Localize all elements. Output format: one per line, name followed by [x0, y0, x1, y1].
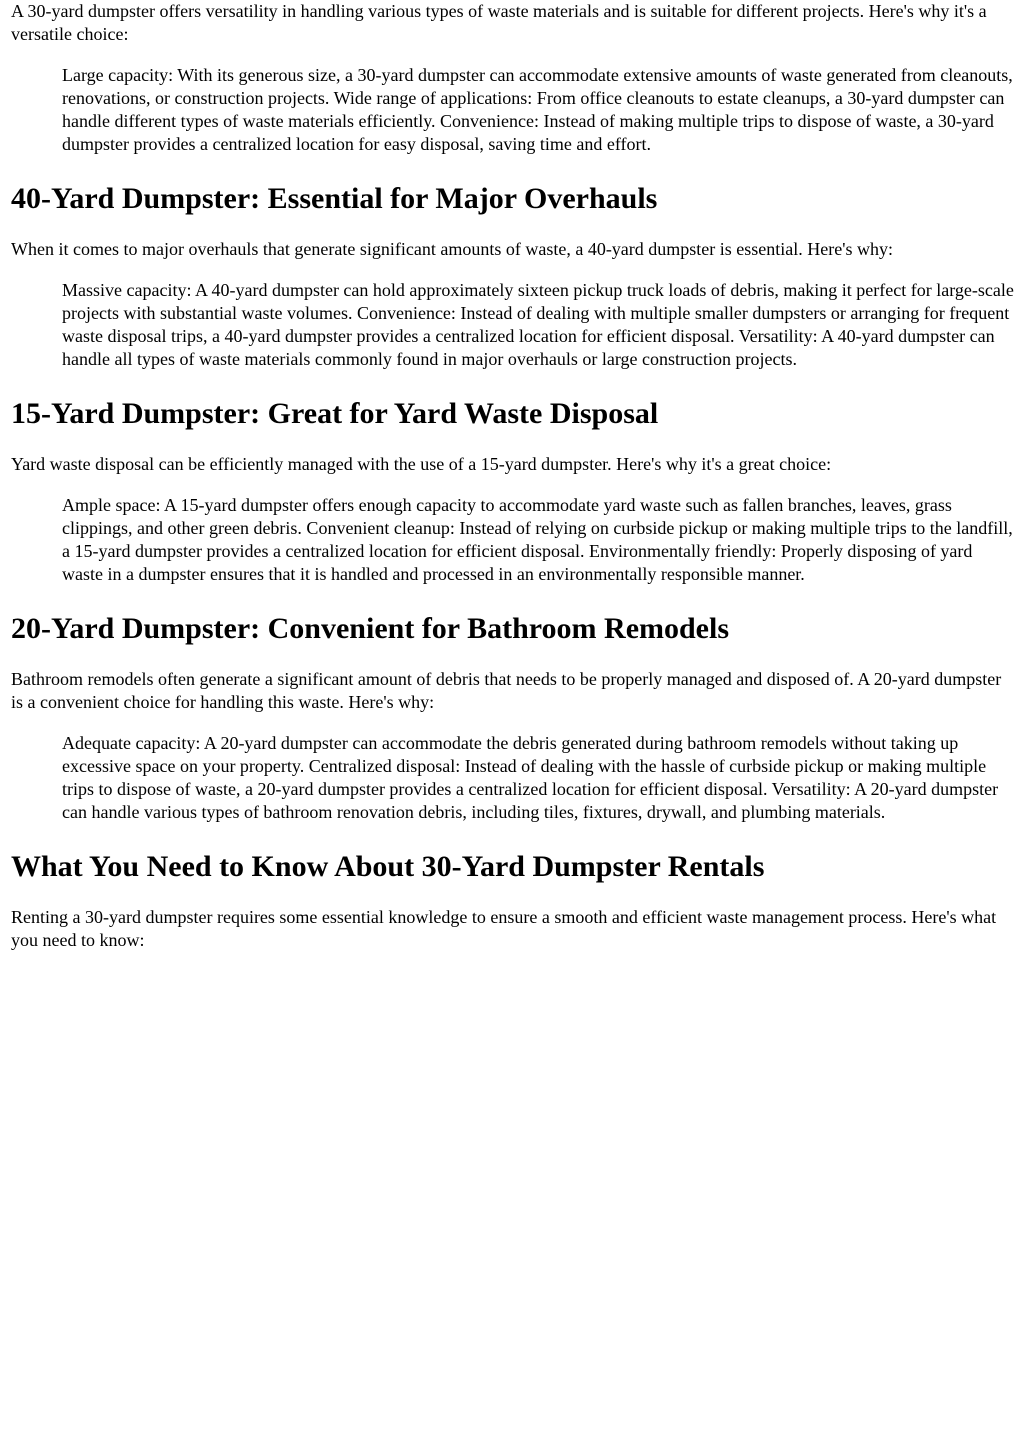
blockquote-15-yard: Ample space: A 15-yard dumpster offers enough capacity to accommodate yard waste such as fallen branches, leaves, grass clippings, and other green debris. Convenient cleanup: Instead of relying on curbside pickup or making multiple trips to the landfill, a 15-yard dumpster provides a centralized location for efficient disposal. Environmentally friendly: Properly disposing of yard waste in a dumpster ensures that it is handled and processed in an environmentally responsible manner. [62, 495, 1013, 584]
heading-40-yard: 40-Yard Dumpster: Essential for Major Overhauls [11, 182, 658, 215]
heading-30-yard-rentals: What You Need to Know About 30-Yard Dumpster Rentals [11, 850, 765, 883]
paragraph-30-yard-rentals: Renting a 30-yard dumpster requires some essential knowledge to ensure a smooth and efficient waste management process. Here's what you need to know: [11, 907, 997, 950]
heading-20-yard: 20-Yard Dumpster: Convenient for Bathroom Remodels [11, 612, 730, 645]
intro-paragraph: A 30-yard dumpster offers versatility in handling various types of waste materials and is suitable for different projects. Here's why it's a versatile choice: [11, 1, 987, 44]
paragraph-20-yard: Bathroom remodels often generate a significant amount of debris that needs to be properly managed and disposed of. A 20-yard dumpster is a convenient choice for handling this waste. Here's why: [11, 669, 1002, 712]
blockquote-20-yard: Adequate capacity: A 20-yard dumpster can accommodate the debris generated during bathroom remodels without taking up excessive space on your property. Centralized disposal: Instead of dealing with the hassle of curbside pickup or making multiple trips to dispose of waste, a 20-yard dumpster provides a centralized location for efficient disposal. Versatility: A 20-yard dumpster can handle various types of bathroom renovation debris, including tiles, fixtures, drywall, and plumbing materials. [62, 733, 999, 822]
paragraph-15-yard: Yard waste disposal can be efficiently managed with the use of a 15-yard dumpster. Here's why it's a great choice: [11, 454, 832, 474]
paragraph-40-yard: When it comes to major overhauls that generate significant amounts of waste, a 40-yard dumpster is essential. Here's why: [11, 239, 893, 259]
blockquote-40-yard: Massive capacity: A 40-yard dumpster can hold approximately sixteen pickup truck loads of debris, making it perfect for large-scale projects with substantial waste volumes. Convenience: Instead of dealing with multiple smaller dumpsters or arranging for frequent waste disposal trips, a 40-yard dumpster provides a centralized location for efficient disposal. Versatility: A 40-yard dumpster can handle all types of waste materials commonly found in major overhauls or large construction projects. [62, 280, 1014, 369]
blockquote-30-yard: Large capacity: With its generous size, a 30-yard dumpster can accommodate extensive amounts of waste generated from cleanouts, renovations, or construction projects. Wide range of applications: From office cleanouts to estate cleanups, a 30-yard dumpster can handle different types of waste materials efficiently. Convenience: Instead of making multiple trips to dispose of waste, a 30-yard dumpster provides a centralized location for easy disposal, saving time and effort. [62, 65, 1013, 154]
heading-15-yard: 15-Yard Dumpster: Great for Yard Waste Disposal [11, 397, 659, 430]
